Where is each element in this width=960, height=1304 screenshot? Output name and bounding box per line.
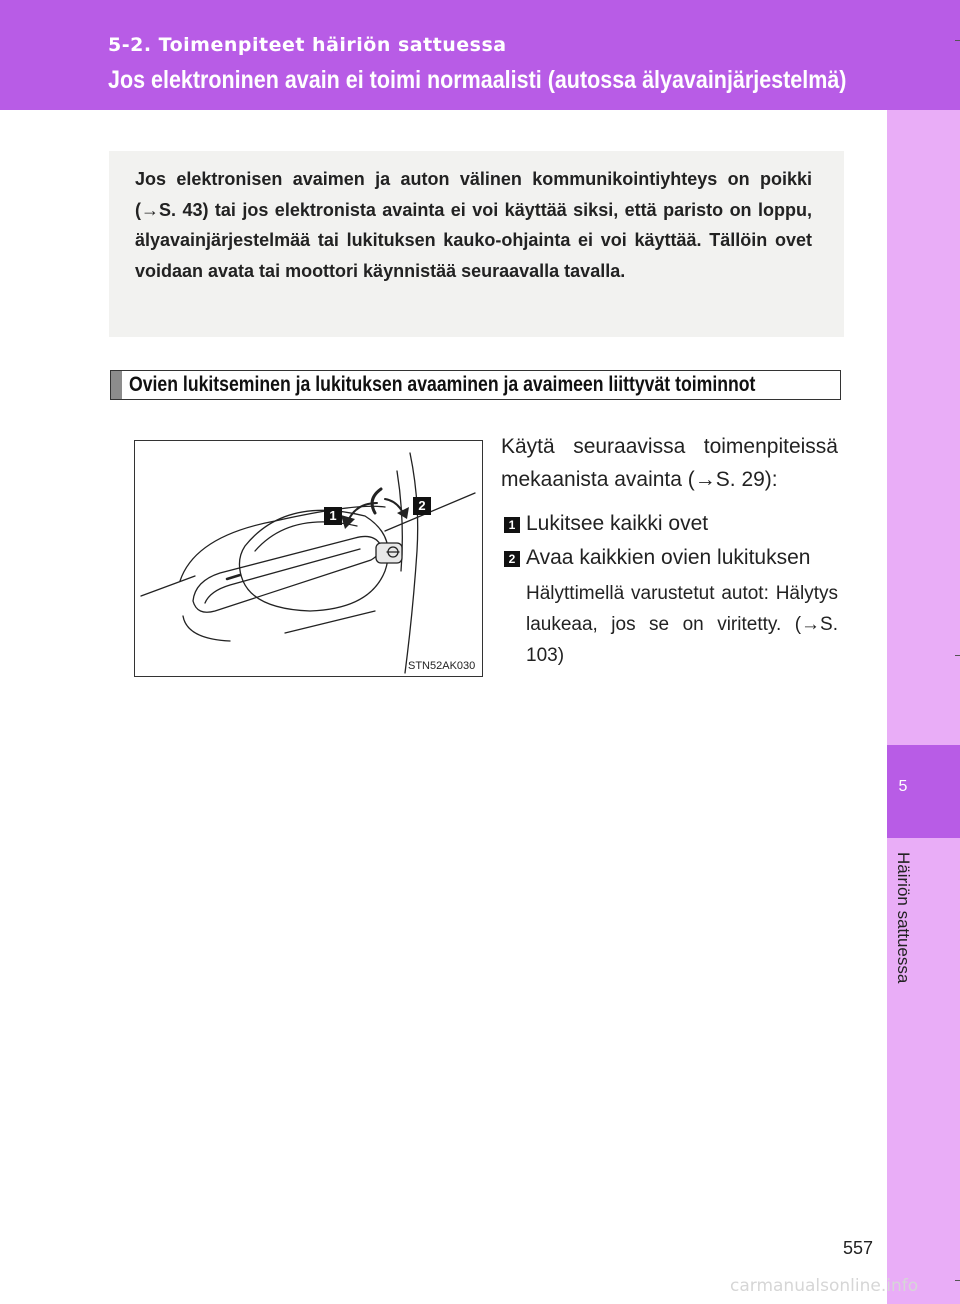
step-item bbox=[504, 508, 708, 540]
watermark: carmanualsonline.info bbox=[730, 1276, 919, 1296]
side-tab bbox=[887, 110, 960, 1304]
door-handle-figure bbox=[134, 440, 483, 677]
door-handle-illustration bbox=[135, 441, 482, 676]
sub-heading-bar bbox=[111, 371, 122, 399]
edge-tick bbox=[955, 655, 960, 656]
step-badge: 2 bbox=[504, 551, 520, 567]
chapter-header bbox=[0, 0, 960, 110]
alarm-note: Hälyttimellä varustetut autot: Hälytys laukeaa, jos se on viritetty. (→S. 103) bbox=[526, 583, 838, 666]
step-badge: 1 bbox=[504, 517, 520, 533]
figure-marker-1: 1 bbox=[324, 507, 342, 525]
sub-heading bbox=[110, 370, 841, 400]
edge-tick bbox=[955, 40, 960, 41]
side-chapter-title: Häiriön sattuessa bbox=[894, 852, 913, 984]
side-chapter-number: 5 bbox=[898, 778, 908, 795]
step-item bbox=[504, 542, 810, 574]
page-number: 557 bbox=[843, 1238, 874, 1258]
step-text: Avaa kaikkien ovien lukituksen bbox=[526, 546, 811, 569]
intro-text: Jos elektronisen avaimen ja auton välinen kommunikointiyhteys on poikki (→S. 43) tai jos elektronista avainta ei voi käyttää siksi, että paristo on loppu, älyavainjärjestelmää tai lukituksen kauko-ohjainta ei voi käyttää. Tällöin ovet voidaan avata tai moottori käynnistää seuraavalla tavalla. bbox=[135, 169, 812, 281]
page-title: Jos elektroninen avain ei toimi normaalisti (autossa älyavainjärjestelmä) bbox=[108, 66, 847, 94]
step-text: Lukitsee kaikki ovet bbox=[526, 512, 709, 535]
instruction-paragraph: Käytä seuraavissa toimenpiteissä mekaanista avainta (→S. 29): bbox=[501, 435, 838, 491]
sub-heading-text: Ovien lukitseminen ja lukituksen avaaminen ja avaimeen liittyvät toiminnot bbox=[129, 373, 756, 396]
figure-code: STN52AK030 bbox=[408, 660, 476, 672]
edge-tick bbox=[955, 1280, 960, 1281]
section-label: 5-2. Toimenpiteet häiriön sattuessa bbox=[108, 34, 507, 56]
figure-marker-2: 2 bbox=[413, 497, 431, 515]
